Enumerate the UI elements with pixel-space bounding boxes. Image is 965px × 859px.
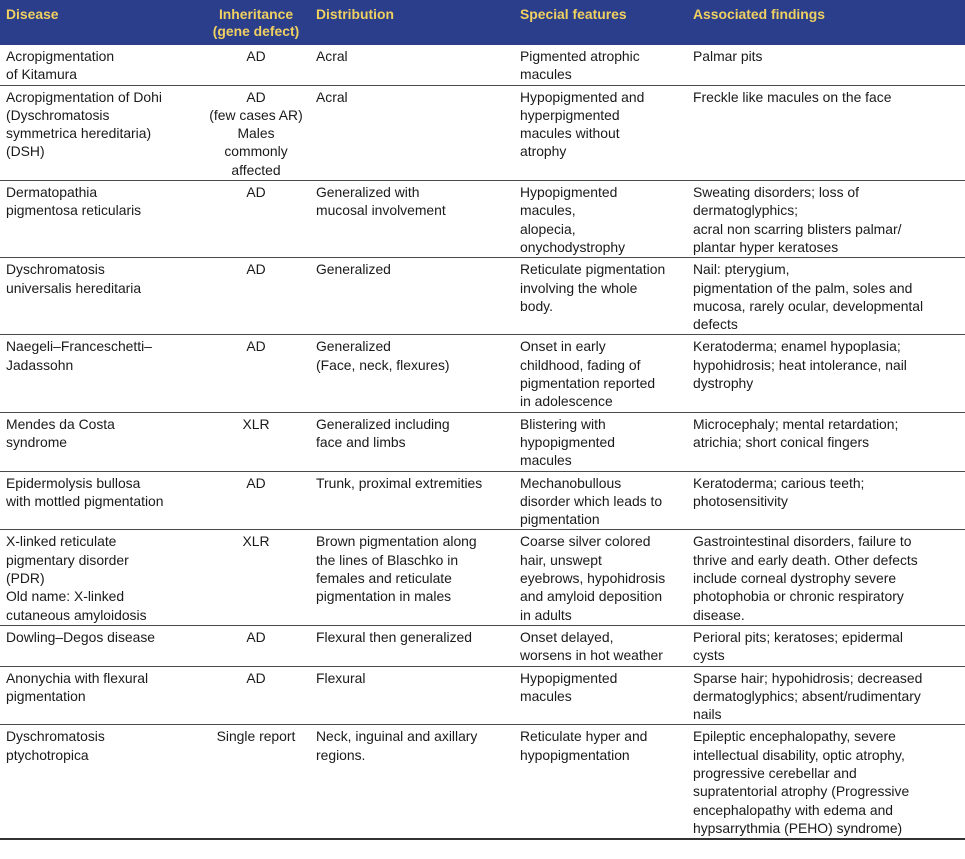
cell-line: disorder which leads to (520, 492, 663, 509)
cell-distribution (310, 412, 514, 471)
cell-line: Dowling–Degos disease (6, 628, 156, 645)
header-associated-findings (687, 0, 965, 45)
cell-associated-findings (687, 335, 965, 412)
cell-distribution (310, 725, 514, 839)
cell-line: dystrophy (693, 375, 754, 392)
cell-disease (0, 412, 202, 471)
cell-inheritance (202, 335, 310, 412)
cell-line: AD (246, 338, 266, 355)
cell-line: pigmentation of the palm, soles and (693, 279, 913, 296)
cell-line: universalis hereditaria (6, 279, 142, 296)
cell-line: Dyschromatosis (6, 728, 105, 745)
cell-line: Keratoderma; carious teeth; (693, 474, 865, 491)
cell-distribution (310, 530, 514, 625)
cell-line: (DSH) (6, 143, 45, 160)
cell-line: atrophy (520, 143, 567, 160)
cell-line: Acropigmentation (6, 48, 115, 64)
cell-line: macules, (520, 202, 576, 219)
cell-inheritance (202, 412, 310, 471)
table-row (0, 412, 965, 471)
cell-line: nails (693, 706, 722, 723)
cell-line: (PDR) (6, 570, 45, 587)
cell-line: (Face, neck, flexures) (316, 356, 450, 373)
table-row (0, 85, 965, 180)
cell-line: regions. (316, 746, 366, 763)
cell-special-features (514, 258, 687, 335)
cell-line: Generalized with (316, 184, 420, 201)
cell-line: pigmentary disorder (6, 551, 129, 568)
cell-line: (few cases AR) (209, 106, 303, 123)
cell-line: photophobia or chronic respiratory (693, 588, 904, 605)
cell-associated-findings (687, 258, 965, 335)
cell-line: Flexural then generalized (316, 628, 472, 645)
cell-inheritance (202, 181, 310, 258)
cell-line: encephalopathy with edema and (693, 801, 894, 818)
cell-line: cutaneous amyloidosis (6, 606, 147, 623)
cell-line: of Kitamura (6, 66, 78, 83)
cell-disease (0, 530, 202, 625)
cell-line: macules (520, 66, 572, 83)
header-inheritance (202, 0, 310, 45)
cell-line: onychodystrophy (520, 238, 626, 255)
cell-line: Palmar pits (693, 48, 763, 64)
cell-line: Acropigmentation of Dohi (6, 88, 162, 105)
cell-line: macules (520, 687, 572, 704)
cell-inheritance (202, 471, 310, 530)
table-row (0, 181, 965, 258)
cell-line: eyebrows, hypohidrosis (520, 570, 666, 587)
cell-line: XLR (242, 533, 270, 550)
cell-disease (0, 725, 202, 839)
cell-line: AD (246, 48, 266, 64)
cell-line: Flexural (316, 669, 366, 686)
cell-inheritance (202, 725, 310, 839)
header-row (0, 0, 965, 45)
table-row (0, 258, 965, 335)
cell-line: Gastrointestinal disorders, failure to (693, 533, 912, 550)
cell-line: Blistering with (520, 415, 606, 432)
cell-line: plantar hyper keratoses (693, 238, 839, 255)
cell-line: Epidermolysis bullosa (6, 474, 141, 491)
cell-special-features (514, 412, 687, 471)
cell-disease (0, 181, 202, 258)
cell-line: disease. (693, 606, 745, 623)
cell-line: (Dyschromatosis (6, 106, 110, 123)
cell-distribution (310, 471, 514, 530)
cell-disease (0, 258, 202, 335)
cell-line: Anonychia with flexural (6, 669, 149, 686)
cell-line: the lines of Blaschko in (316, 551, 459, 568)
cell-special-features (514, 530, 687, 625)
cell-line: Reticulate pigmentation (520, 261, 666, 278)
cell-line: Jadassohn (6, 356, 74, 373)
cell-special-features (514, 666, 687, 725)
cell-special-features (514, 181, 687, 258)
cell-line: Inheritance (218, 6, 294, 22)
cell-line: and amyloid deposition (520, 588, 663, 605)
cell-disease (0, 666, 202, 725)
cell-line: Coarse silver colored (520, 533, 651, 550)
cell-line: Acral (316, 48, 348, 64)
cell-line: Males (237, 125, 275, 142)
cell-distribution (310, 85, 514, 180)
cell-line: macules without (520, 125, 620, 142)
table-header (0, 0, 965, 45)
cell-line: pigmentation (6, 687, 86, 704)
cell-line: alopecia, (520, 220, 576, 237)
cell-line: AD (246, 261, 266, 278)
cell-distribution (310, 625, 514, 666)
cell-line: hypopigmented (520, 433, 615, 450)
cell-line: AD (246, 669, 266, 686)
cell-line: include corneal dystrophy severe (693, 570, 897, 587)
cell-line: intellectual disability, optic atrophy, (693, 746, 905, 763)
cell-special-features (514, 725, 687, 839)
cell-line: Neck, inguinal and axillary (316, 728, 478, 745)
cell-line: Onset delayed, (520, 628, 614, 645)
cell-associated-findings (687, 45, 965, 85)
cell-line: Single report (216, 728, 296, 745)
table-row (0, 45, 965, 85)
cell-line: Dyschromatosis (6, 261, 105, 278)
cell-line: Distribution (316, 6, 394, 22)
cell-line: Hypopigmented and (520, 88, 645, 105)
cell-line: pigmentosa reticularis (6, 202, 142, 219)
cell-line: Dermatopathia (6, 184, 98, 201)
cell-line: syndrome (6, 433, 67, 450)
cell-line: pigmentation (520, 511, 600, 528)
cell-line: atrichia; short conical fingers (693, 433, 870, 450)
cell-line: ptychotropica (6, 746, 89, 763)
cell-line: Hypopigmented (520, 669, 618, 686)
cell-line: hypohidrosis; heat intolerance, nail (693, 356, 907, 373)
cell-line: commonly (224, 143, 288, 160)
cell-disease (0, 45, 202, 85)
cell-line: defects (693, 316, 738, 333)
cell-line: Onset in early (520, 338, 606, 355)
cell-line: body. (520, 297, 553, 314)
table-row (0, 471, 965, 530)
cell-line: childhood, fading of (520, 356, 641, 373)
cell-line: Freckle like macules on the face (693, 88, 892, 105)
table-row (0, 725, 965, 839)
cell-inheritance (202, 45, 310, 85)
cell-line: X-linked reticulate (6, 533, 117, 550)
cell-associated-findings (687, 471, 965, 530)
cell-inheritance (202, 625, 310, 666)
cell-line: Special features (520, 6, 627, 22)
table-row (0, 335, 965, 412)
cell-line: AD (246, 474, 266, 491)
cell-line: pigmentation reported (520, 375, 656, 392)
cell-associated-findings (687, 625, 965, 666)
cell-line: (gene defect) (212, 23, 300, 39)
cell-line: dermatoglyphics; absent/rudimentary (693, 687, 921, 704)
cell-associated-findings (687, 530, 965, 625)
cell-line: hypsarrythmia (PEHO) syndrome) (693, 819, 903, 836)
cell-associated-findings (687, 85, 965, 180)
cell-associated-findings (687, 666, 965, 725)
cell-disease (0, 85, 202, 180)
cell-line: hair, unswept (520, 551, 602, 568)
cell-disease (0, 335, 202, 412)
cell-line: involving the whole (520, 279, 638, 296)
cell-line: Reticulate hyper and (520, 728, 648, 745)
cell-line: Mendes da Costa (6, 415, 115, 432)
cell-line: AD (246, 628, 266, 645)
table-body (0, 45, 965, 839)
cell-associated-findings (687, 412, 965, 471)
cell-line: in adults (520, 606, 572, 623)
header-special-features (514, 0, 687, 45)
cell-line: dermatoglyphics; (693, 202, 799, 219)
cell-line: macules (520, 452, 572, 469)
cell-distribution (310, 335, 514, 412)
cell-special-features (514, 45, 687, 85)
cell-line: Old name: X-linked (6, 588, 125, 605)
cell-special-features (514, 85, 687, 180)
header-disease (0, 0, 202, 45)
cell-disease (0, 471, 202, 530)
cell-special-features (514, 625, 687, 666)
cell-inheritance (202, 666, 310, 725)
cell-line: acral non scarring blisters palmar/ (693, 220, 902, 237)
cell-inheritance (202, 258, 310, 335)
cell-special-features (514, 471, 687, 530)
cell-line: AD (246, 88, 266, 105)
cell-line: thrive and early death. Other defects (693, 551, 918, 568)
cell-line: hypopigmentation (520, 746, 630, 763)
cell-line: Mechanobullous (520, 474, 622, 491)
cell-line: AD (246, 184, 266, 201)
cell-line: Perioral pits; keratoses; epidermal (693, 628, 903, 645)
cell-disease (0, 625, 202, 666)
cell-line: affected (231, 161, 281, 178)
cell-line: Acral (316, 88, 348, 105)
cell-line: worsens in hot weather (520, 647, 663, 664)
cell-associated-findings (687, 725, 965, 839)
header-distribution (310, 0, 514, 45)
cell-line: Sweating disorders; loss of (693, 184, 859, 201)
cell-line: Epileptic encephalopathy, severe (693, 728, 896, 745)
table-row (0, 666, 965, 725)
cell-line: XLR (242, 415, 270, 432)
cell-line: supratentorial atrophy (Progressive (693, 783, 910, 800)
cell-distribution (310, 45, 514, 85)
cell-inheritance (202, 85, 310, 180)
cell-line: pigmentation in males (316, 588, 452, 605)
cell-line: Naegeli–Franceschetti– (6, 338, 152, 355)
cell-line: Brown pigmentation along (316, 533, 477, 550)
cell-line: Hypopigmented (520, 184, 618, 201)
cell-line: Nail: pterygium, (693, 261, 790, 278)
cell-line: Disease (6, 6, 59, 22)
cell-line: Sparse hair; hypohidrosis; decreased (693, 669, 923, 686)
cell-line: Generalized (316, 261, 391, 278)
cell-line: cysts (693, 647, 725, 664)
cell-line: in adolescence (520, 393, 613, 410)
table-row (0, 530, 965, 625)
cell-line: Keratoderma; enamel hypoplasia; (693, 338, 901, 355)
cell-line: Microcephaly; mental retardation; (693, 415, 899, 432)
cell-line: photosensitivity (693, 492, 788, 509)
cell-special-features (514, 335, 687, 412)
cell-line: with mottled pigmentation (6, 492, 164, 509)
cell-line: Generalized (316, 338, 391, 355)
cell-line: hyperpigmented (520, 106, 620, 123)
cell-line: Pigmented atrophic (520, 48, 640, 64)
cell-line: Generalized including (316, 415, 450, 432)
cell-distribution (310, 258, 514, 335)
cell-distribution (310, 181, 514, 258)
cell-associated-findings (687, 181, 965, 258)
cell-line: face and limbs (316, 433, 406, 450)
cell-line: mucosa, rarely ocular, developmental (693, 297, 924, 314)
cell-line: mucosal involvement (316, 202, 446, 219)
cell-line: Associated findings (693, 6, 825, 22)
cell-distribution (310, 666, 514, 725)
cell-line: progressive cerebellar and (693, 764, 857, 781)
table-row (0, 625, 965, 666)
cell-line: symmetrica hereditaria) (6, 125, 152, 142)
cell-line: females and reticulate (316, 570, 452, 587)
cell-inheritance (202, 530, 310, 625)
cell-line: Trunk, proximal extremities (316, 474, 483, 491)
